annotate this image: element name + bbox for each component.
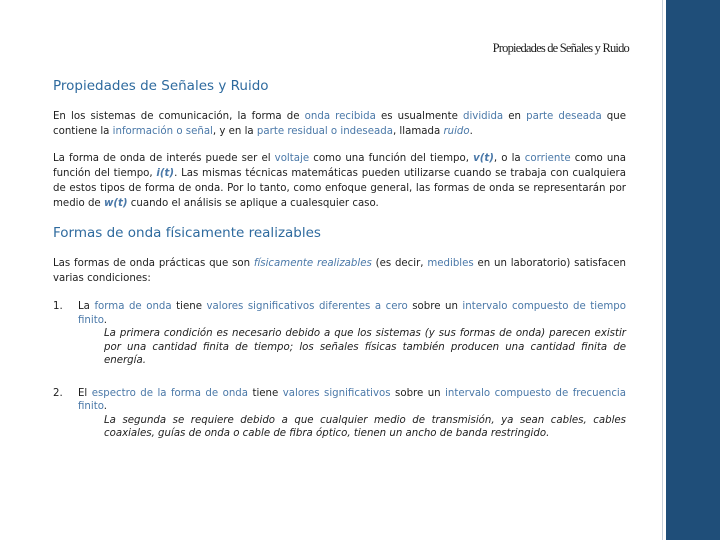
condition-note: La segunda se requiere debido a que cualquier medio de transmisión, ya sean cables, cables coaxiales, guías de onda o cable de fibra óptico, tienen un ancho de banda restringido. bbox=[104, 414, 626, 439]
condition-text bbox=[78, 387, 626, 414]
section-title-properties: Propiedades de Señales y Ruido bbox=[53, 78, 269, 94]
highlighted-term: corriente bbox=[524, 153, 571, 164]
highlighted-term: espectro de la forma de onda bbox=[91, 387, 248, 399]
text-run: . Las mismas técnicas matemáticas pueden utilizarse cuando se trabaja con cualquiera de estos tipos de forma de onda. Por lo tanto, como enfoque general, las formas de onda se representarán por medio de bbox=[53, 168, 626, 209]
condition-item bbox=[53, 387, 626, 441]
text-run: La forma de onda de interés puede ser el bbox=[53, 153, 275, 164]
slide-content bbox=[53, 78, 626, 460]
highlighted-term: forma de onda bbox=[94, 301, 172, 312]
text-run: La bbox=[78, 301, 95, 312]
highlighted-term: intervalo compuesto de frecuencia finito bbox=[78, 387, 626, 412]
text-run: , o la bbox=[493, 153, 525, 164]
text-run: tiene bbox=[171, 301, 207, 312]
side-accent-bar bbox=[666, 0, 720, 540]
text-run: en un laboratorio) satisfacen varias condiciones: bbox=[53, 258, 627, 284]
highlighted-term: dividida bbox=[463, 111, 504, 122]
side-divider-line bbox=[662, 0, 663, 540]
text-run: tiene bbox=[248, 387, 283, 399]
text-run: que contiene la bbox=[53, 111, 626, 137]
text-run: , y en la bbox=[212, 126, 257, 137]
text-run: es usualmente bbox=[375, 111, 463, 122]
highlighted-term: medibles bbox=[427, 258, 474, 269]
condition-item bbox=[53, 300, 626, 368]
highlighted-term: ruido bbox=[443, 126, 470, 137]
text-run: Las formas de onda prácticas que son bbox=[53, 258, 254, 269]
text-run: En los sistemas de comunicación, la forma de bbox=[53, 111, 305, 122]
highlighted-term: onda recibida bbox=[304, 111, 376, 122]
text-run: sobre un bbox=[407, 301, 463, 312]
highlighted-term: parte residual o indeseada bbox=[256, 126, 393, 137]
highlighted-term: intervalo compuesto de tiempo finito bbox=[78, 301, 626, 326]
text-run: como una función del tiempo, bbox=[53, 153, 627, 179]
text-run: . bbox=[103, 314, 108, 326]
text-run: El bbox=[78, 387, 92, 399]
text-run: cuando el análisis se aplique a cualesquier caso. bbox=[127, 198, 379, 209]
text-run: sobre un bbox=[390, 387, 446, 399]
list-number: 2. bbox=[53, 387, 63, 399]
highlighted-term: parte deseada bbox=[526, 111, 602, 122]
conditions-list bbox=[53, 300, 626, 441]
highlighted-term: w(t) bbox=[103, 198, 128, 209]
highlighted-term: voltaje bbox=[274, 153, 310, 164]
highlighted-term: información o señal bbox=[112, 126, 213, 137]
list-number: 1. bbox=[53, 301, 63, 312]
highlighted-term: físicamente realizables bbox=[253, 258, 372, 269]
condition-note: La primera condición es necesario debido a que los sistemas (y sus formas de onda) parecen existir por una cantidad finita de tiempo; los señales físicas también producen una cantidad finita de energía. bbox=[104, 328, 626, 366]
text-run: (es decir, bbox=[371, 258, 428, 269]
highlighted-term: valores significativos diferentes a cero bbox=[206, 301, 408, 312]
section-title-realizable-waveforms: Formas de onda físicamente realizables bbox=[53, 225, 321, 241]
text-run: en bbox=[503, 111, 527, 122]
highlighted-term: valores significativos bbox=[282, 387, 391, 399]
condition-text bbox=[78, 300, 626, 327]
text-run: . bbox=[469, 126, 473, 137]
text-run: , llamada bbox=[392, 126, 444, 137]
highlighted-term: v(t) bbox=[473, 153, 494, 164]
paragraph-conditions-intro bbox=[53, 256, 626, 286]
paragraph-waveform-of-interest bbox=[53, 151, 626, 211]
text-run: como una función del tiempo, bbox=[309, 153, 474, 164]
running-header: Propiedades de Señales y Ruido bbox=[492, 41, 629, 55]
paragraph-received-waveform bbox=[53, 109, 626, 139]
text-run: . bbox=[103, 401, 108, 412]
highlighted-term: i(t) bbox=[156, 168, 175, 179]
